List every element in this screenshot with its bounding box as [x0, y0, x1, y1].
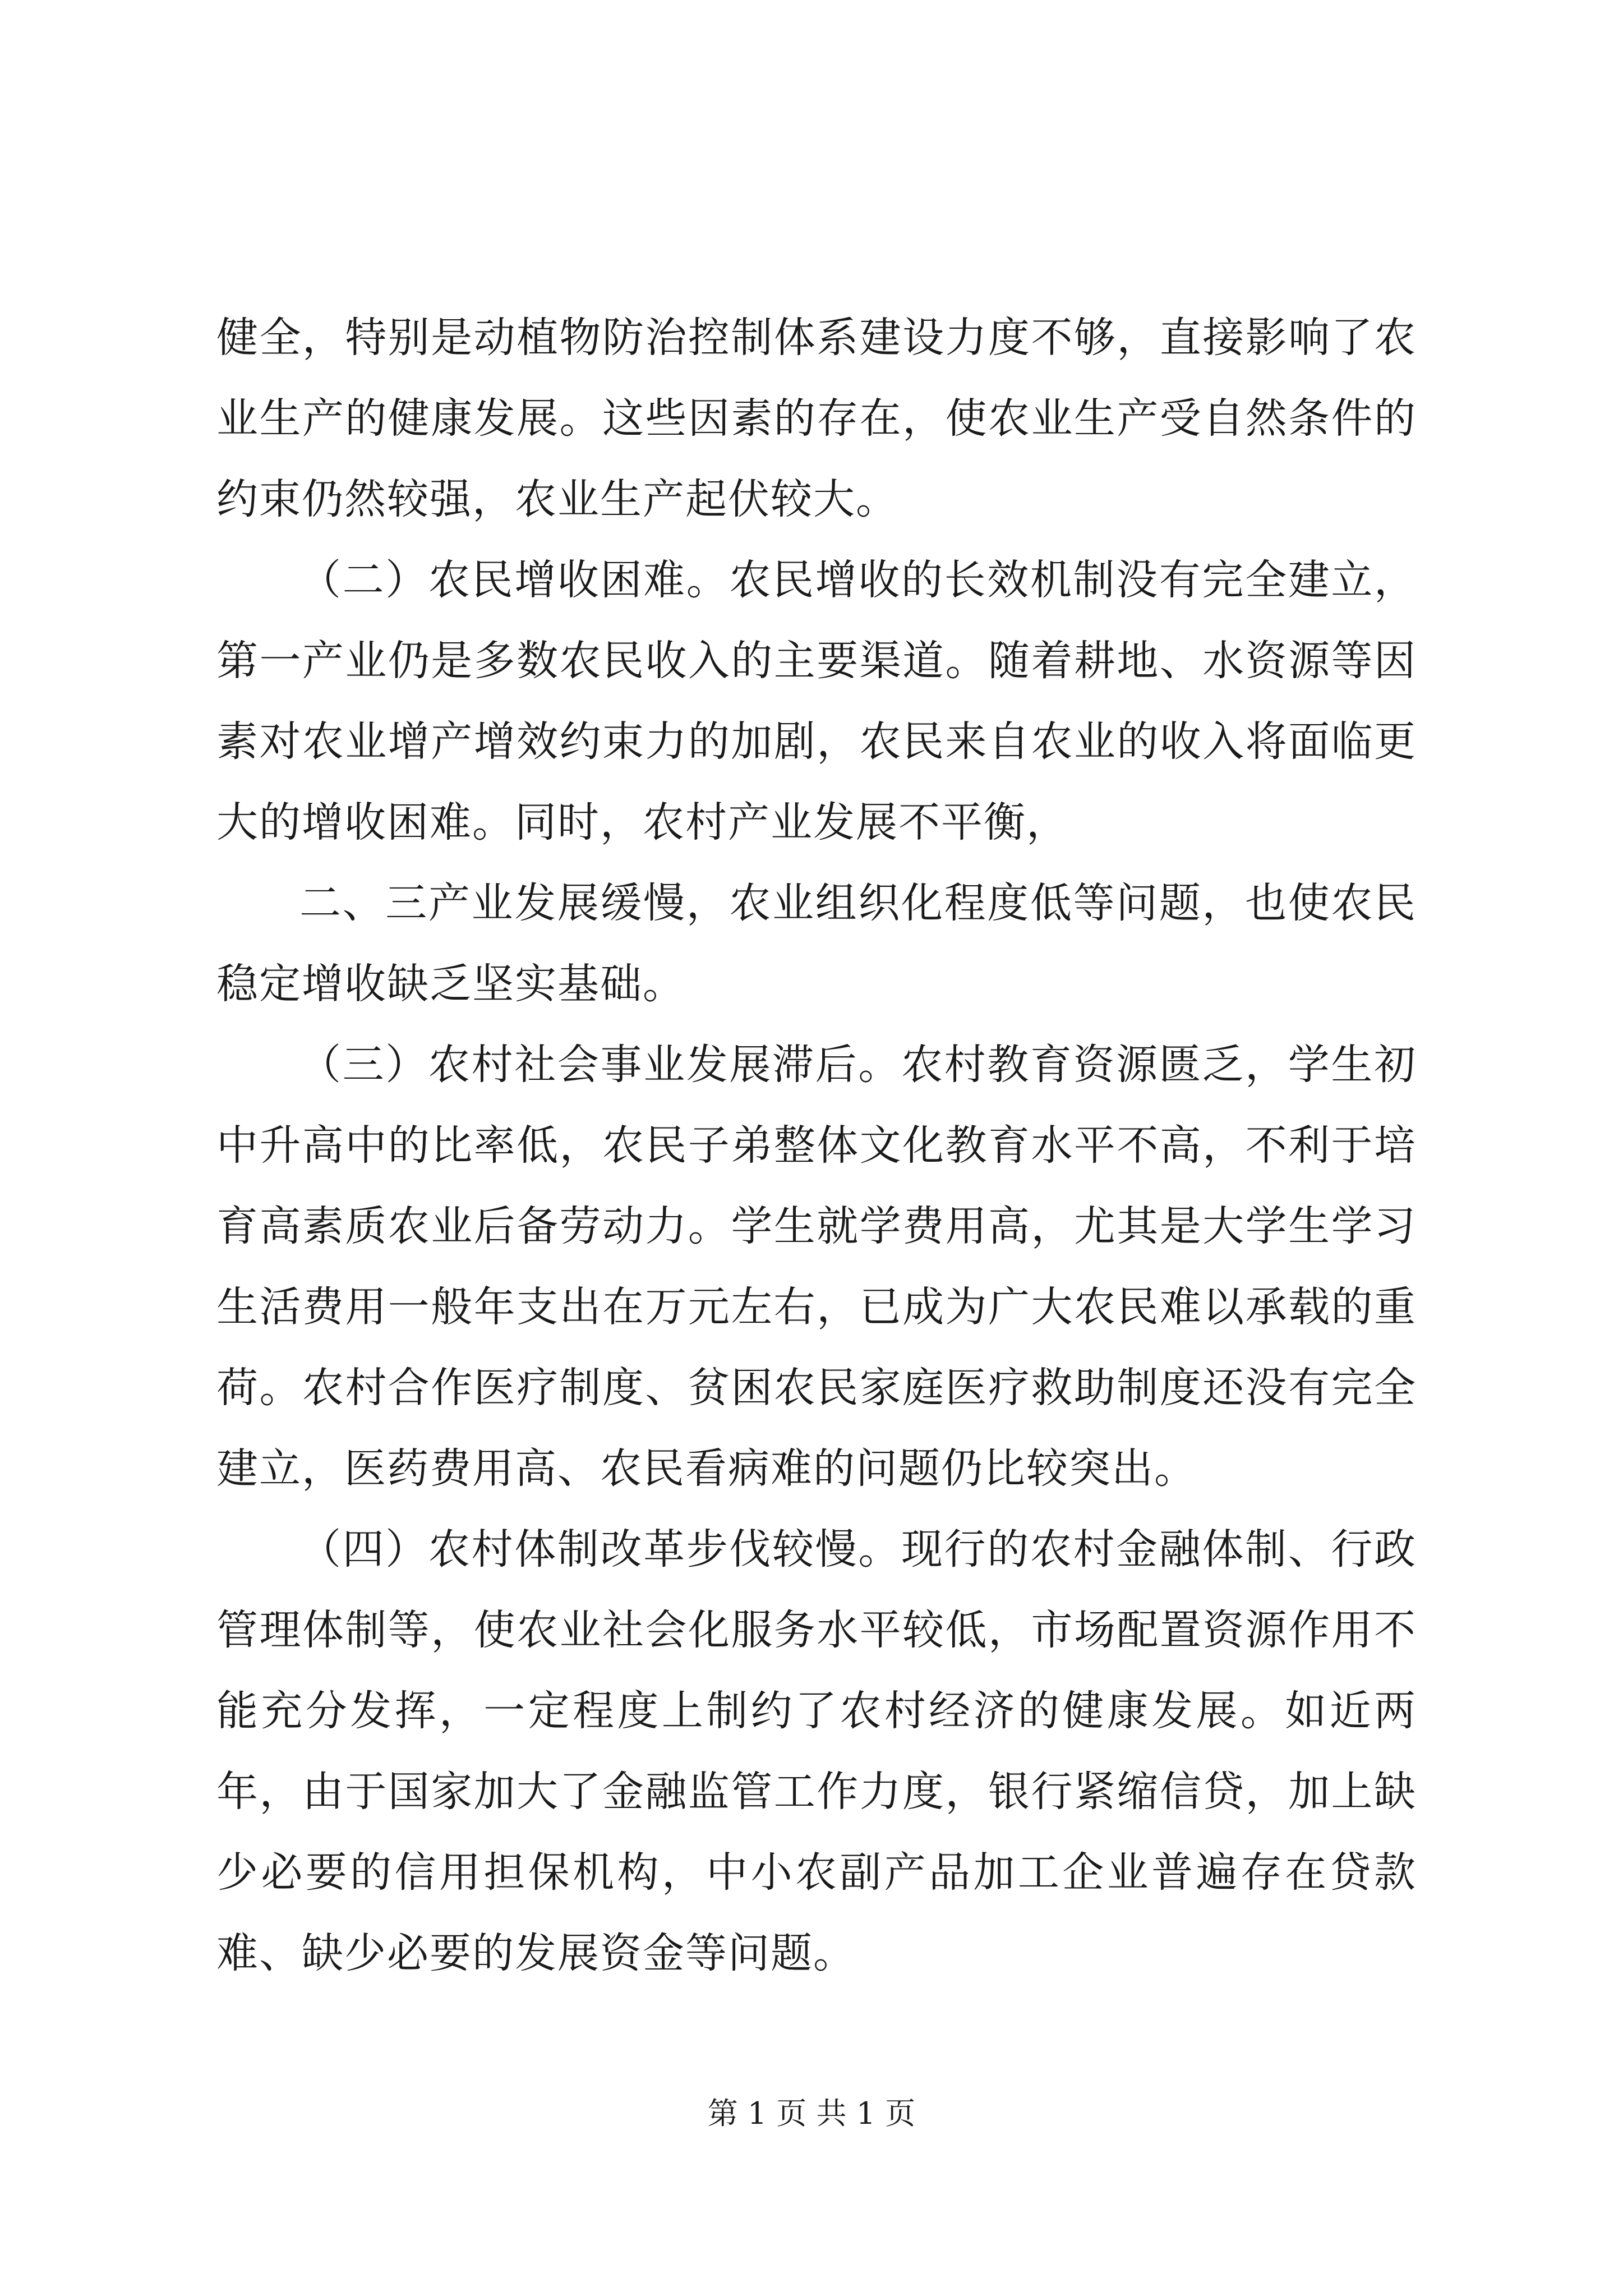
paragraph-system-reform: （四）农村体制改革步伐较慢。现行的农村金融体制、行政管理体制等，使农业社会化服务水平较低，市场配置资源作用不能充分发挥，一定程度上制约了农村经济的健康发展。如近两年，由于国家加大了金融监管工作力度，银行紧缩信贷，加上缺少必要的信用担保机构，中小农副产品加工企业普遍存在贷款难、缺少必要的发展资金等问题。: [216, 1525, 1417, 1977]
paragraph-farmer-income: （二）农民增收困难。农民增收的长效机制没有完全建立，第一产业仍是多数农民收入的主要渠道。随着耕地、水资源等因素对农业增产增效约束力的加剧，农民来自农业的收入将面临更大的增收困难。同时，农村产业发展不平衡，: [216, 556, 1417, 846]
paragraph-secondary-tertiary: 二、三产业发展缓慢，农业组织化程度低等问题，也使农民稳定增收缺乏坚实基础。: [216, 879, 1417, 1008]
paragraph-continuation: 健全，特别是动植物防治控制体系建设力度不够，直接影响了农业生产的健康发展。这些因素的存在，使农业生产受自然条件的约束仍然较强，农业生产起伏较大。: [216, 314, 1417, 523]
paragraph-social-affairs: （三）农村社会事业发展滞后。农村教育资源匮乏，学生初中升高中的比率低，农民子弟整体文化教育水平不高，不利于培育高素质农业后备劳动力。学生就学费用高，尤其是大学生学习生活费用一般年支出在万元左右，已成为广大农民难以承载的重荷。农村合作医疗制度、贫困农民家庭医疗救助制度还没有完全建立，医药费用高、农民看病难的问题仍比较突出。: [216, 1041, 1417, 1493]
document-body: [216, 297, 1417, 1994]
page-number-footer: 第 1 页 共 1 页: [707, 2096, 916, 2131]
